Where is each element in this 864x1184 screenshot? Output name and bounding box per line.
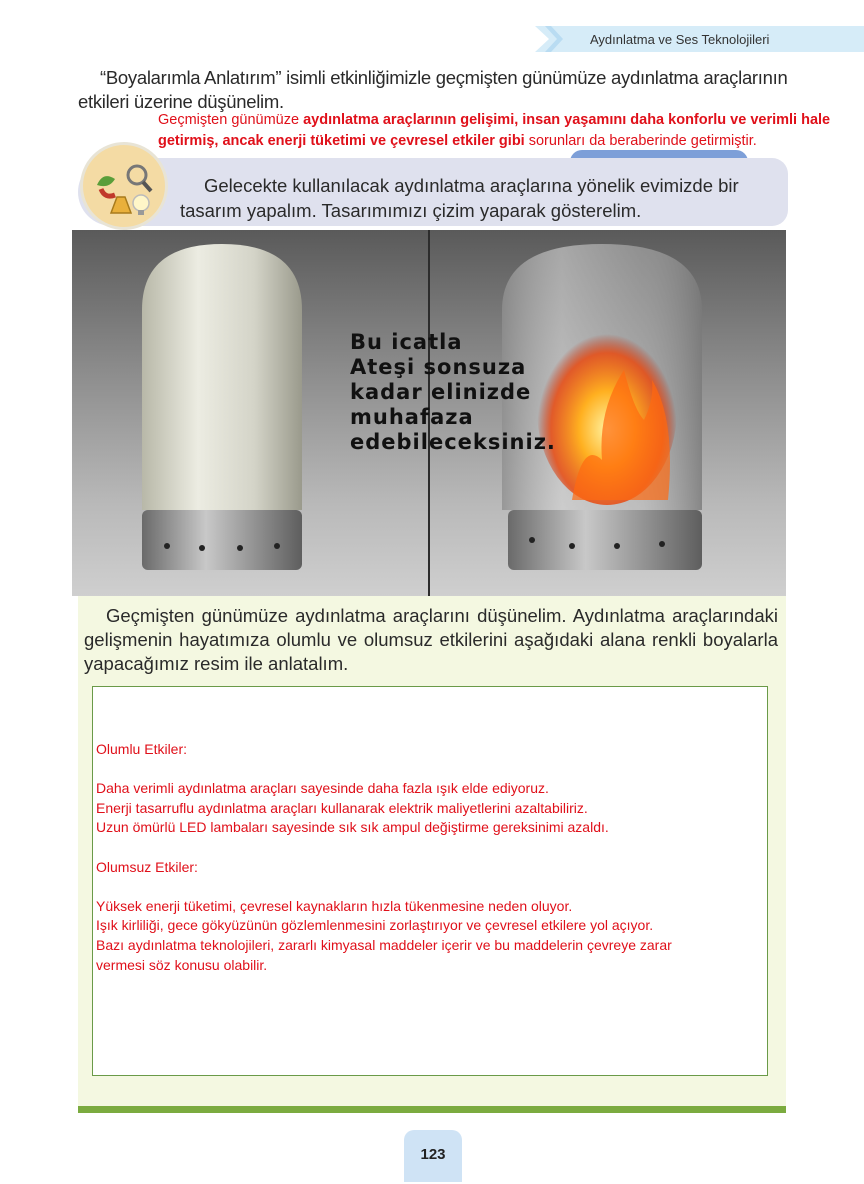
caption-line: Ateşi sonsuza bbox=[350, 355, 527, 379]
instruction-text: Geçmişten günümüze aydınlatma araçlarını düşünelim. Aydınlatma araçlarındaki gelişmenin hayatımıza olumlu ve olumsuz etkilerini aşağıdaki alana renkli boyalarla yapacağımız resim ile anlatalım. bbox=[84, 605, 778, 674]
header-title: Aydınlatma ve Ses Teknolojileri bbox=[590, 32, 770, 47]
science-activity-icon bbox=[80, 142, 168, 230]
page-number: 123 bbox=[420, 1146, 446, 1163]
answer-intro-bold: aydınlatma araçlarının gelişimi, insan yaşamını daha konforlu ve verimli hale getirmiş, ancak enerji tüketimi ve çevresel etkiler gibi bbox=[158, 112, 831, 149]
intro-text: “Boyalarımla Anlatırım” isimli etkinliğimizle geçmişten günümüze aydınlatma araçlarının etkileri üzerine düşünelim. bbox=[78, 67, 788, 112]
negative-item: Bazı aydınlatma teknolojileri, zararlı kimyasal maddeler içerir ve bu maddelerin çevreye zarar bbox=[96, 936, 672, 953]
negative-item: vermesi söz konusu olabilir. bbox=[96, 956, 268, 973]
instruction-paragraph bbox=[84, 604, 778, 676]
caption-line: kadar elinizde bbox=[350, 380, 532, 404]
task-text-block bbox=[180, 173, 780, 223]
activity-panel-bottom-bar bbox=[78, 1106, 786, 1113]
positive-item: Enerji tasarruflu aydınlatma araçları kullanarak elektrik maliyetlerini azaltabiliriz. bbox=[96, 799, 588, 816]
negative-item: Yüksek enerji tüketimi, çevresel kaynakların hızla tükenmesine neden oluyor. bbox=[96, 897, 573, 914]
photo-caption bbox=[350, 330, 680, 455]
caption-line: Bu icatla bbox=[350, 330, 463, 354]
page-number-tab bbox=[404, 1130, 462, 1182]
answer-intro-part1: Geçmişten günümüze bbox=[158, 112, 304, 128]
caption-line: muhafaza bbox=[350, 405, 474, 429]
negative-title: Olumsuz Etkiler: bbox=[96, 858, 198, 875]
intro-paragraph bbox=[78, 66, 788, 114]
task-text: Gelecekte kullanılacak aydınlatma araçlarına yönelik evimizde bir tasarım yapalım. Tasarımımızı çizim yaparak gösterelim. bbox=[180, 175, 739, 221]
caption-line: edebileceksiniz. bbox=[350, 430, 556, 454]
negative-item: Işık kirliliği, gece gökyüzünün gözlemlenmesini zorlaştırıyor ve çevresel etkilere yol açıyor. bbox=[96, 917, 654, 934]
answer-intro-part3: sorunları da beraberinde getirmiştir. bbox=[524, 133, 757, 149]
answer-text bbox=[96, 740, 764, 975]
answer-intro bbox=[158, 110, 858, 152]
positive-item: Daha verimli aydınlatma araçları sayesinde daha fazla ışık elde ediyoruz. bbox=[96, 780, 549, 797]
positive-item: Uzun ömürlü LED lambaları sayesinde sık sık ampul değiştirme gereksinimi azaldı. bbox=[96, 819, 609, 836]
positive-title: Olumlu Etkiler: bbox=[96, 741, 188, 757]
